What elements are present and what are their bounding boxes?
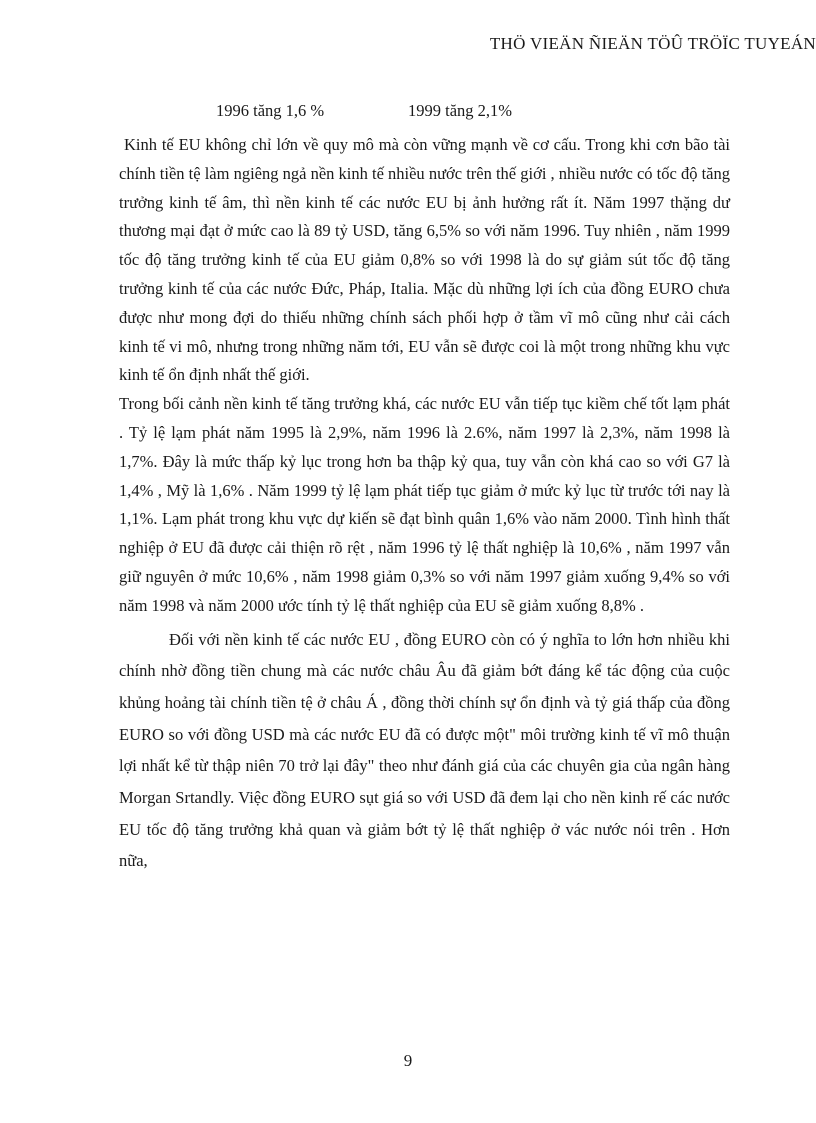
stat-1996: 1996 tăng 1,6 % (216, 101, 325, 120)
paragraph-euro-significance: Đối với nền kinh tế các nước EU , đồng EURO còn có ý nghĩa to lớn hơn nhiều khi chính nhờ đồng tiền chung mà các nước châu Âu đã giảm bớt đáng kể tác động của cuộc khủng hoảng tài chính tiền tệ ở châu Á , đồng thời chính sự ổn định và tỷ giá thấp của đồng EURO so với đồng USD mà các nước EU đã có được một" môi trường kinh tế vĩ mô thuận lợi nhất kể từ thập niên 70 trở lại đây" theo như đánh giá của các chuyên gia của ngân hàng Morgan Srtandly. Việc đồng EURO sụt giá so với USD đã đem lại cho nền kinh rế các nước EU tốc độ tăng trưởng khả quan và giảm bớt tỷ lệ thất nghiệp ở vác nước nói trên . Hơn nữa, (119, 629, 730, 871)
paragraph-eu-economy-structure: Kinh tế EU không chỉ lớn về quy mô mà còn vững mạnh về cơ cấu. Trong khi cơn bão tài chính tiền tệ làm ngiêng ngả nền kinh tế nhiều nước trên thế giới , nhiều nước có tốc độ tăng trưởng kinh tế âm, thì nền kinh tế các nước EU bị ảnh hưởng rất ít. Năm 1997 thặng dư thương mại đạt ở mức cao là 89 tỷ USD, tăng 6,5% so với năm 1996. Tuy nhiên , năm 1999 tốc độ tăng trưởng kinh tế của EU giảm 0,8% so với 1998 là do sự giảm sút tốc độ tăng trưởng kinh tế của các nước Đức, Pháp, Italia. Mặc dù những lợi ích của đồng EURO chưa được như mong đợi do thiếu những chính sách phối hợp ở tầm vĩ mô cũng như cải cách kinh tế vi mô, nhưng trong những năm tới, EU vẫn sẽ được coi là một trong những khu vực kinh tế ổn định nhất thế giới. (119, 135, 730, 385)
inflation-stats-line (0, 101, 816, 123)
page-number: 9 (403, 1051, 413, 1070)
paragraph-inflation-unemployment: Trong bối cảnh nền kinh tế tăng trưởng khá, các nước EU vẫn tiếp tục kiềm chế tốt lạm phát . Tỷ lệ lạm phát năm 1995 là 2,9%, năm 1996 là 2.6%, năm 1997 là 2,3%, năm 1998 là 1,7%. Đây là mức thấp kỷ lục trong hơn ba thập kỷ qua, tuy vẫn còn khá cao so với G7 là 1,4% , Mỹ là 1,6% . Năm 1999 tỷ lệ lạm phát tiếp tục giảm ở mức kỷ lục từ trước tới nay là 1,1%. Lạm phát trong khu vực dự kiến sẽ đạt bình quân 1,6% vào năm 2000. Tình hình thất nghiệp ở EU đã được cải thiện rõ rệt , năm 1996 tỷ lệ thất nghiệp là 10,6% , năm 1997 vẫn giữ nguyên ở mức 10,6% , năm 1998 giảm 0,3% so với năm 1997 giảm xuống 9,4% so với năm 1998 và năm 2000 ước tính tỷ lệ thất nghiệp của EU sẽ giảm xuống 8,8% . (119, 394, 730, 615)
page-header: THÖ VIEÄN ÑIEÄN TÖÛ TRÖÏC TUYEÁN (489, 34, 816, 53)
stat-1999: 1999 tăng 2,1% (408, 101, 513, 120)
document-body (119, 131, 730, 877)
